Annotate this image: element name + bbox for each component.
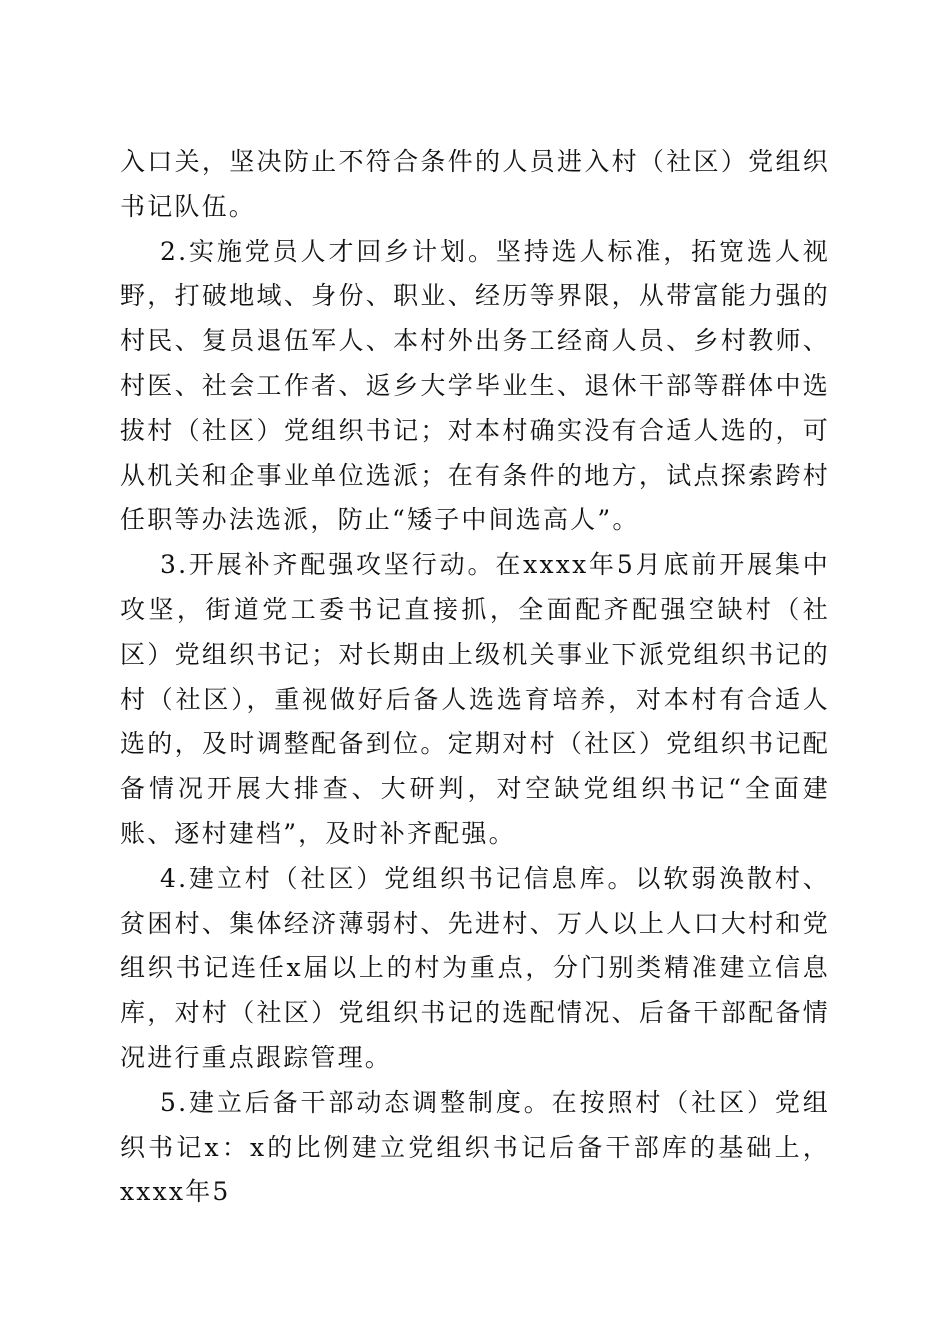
paragraph-continuation: 入口关，坚决防止不符合条件的人员进入村（社区）党组织书记队伍。 xyxy=(120,147,830,221)
paragraph-item-3: 3.开展补齐配强攻坚行动。在xxxx年5月底前开展集中攻坚，街道党工委书记直接抓，全面配齐配强空缺村（社区）党组织书记；对长期由上级机关事业下派党组织书记的村（社区），重视做好后备人选选育培养，对本村有合适人选的，及时调整配备到位。定期对村（社区）党组织书记配备情况开展大排查、大研判，对空缺党组织书记“全面建账、逐村建档”，及时补齐配强。 xyxy=(120,550,830,848)
document-body xyxy=(120,140,830,1215)
paragraph-item-2: 2.实施党员人才回乡计划。坚持选人标准，拓宽选人视野，打破地域、身份、职业、经历等界限，从带富能力强的村民、复员退伍军人、本村外出务工经商人员、乡村教师、村医、社会工作者、返乡大学毕业生、退休干部等群体中选拔村（社区）党组织书记；对本村确实没有合适人选的，可从机关和企事业单位选派；在有条件的地方，试点探索跨村任职等办法选派，防止“矮子中间选高人”。 xyxy=(120,236,830,535)
paragraph-item-4: 4.建立村（社区）党组织书记信息库。以软弱涣散村、贫困村、集体经济薄弱村、先进村、万人以上人口大村和党组织书记连任x届以上的村为重点，分门别类精准建立信息库，对村（社区）党组织书记的选配情况、后备干部配备情况进行重点跟踪管理。 xyxy=(120,863,830,1072)
paragraph-item-5: 5.建立后备干部动态调整制度。在按照村（社区）党组织书记x：x的比例建立党组织书记后备干部库的基础上，xxxx年5 xyxy=(120,1087,830,1207)
